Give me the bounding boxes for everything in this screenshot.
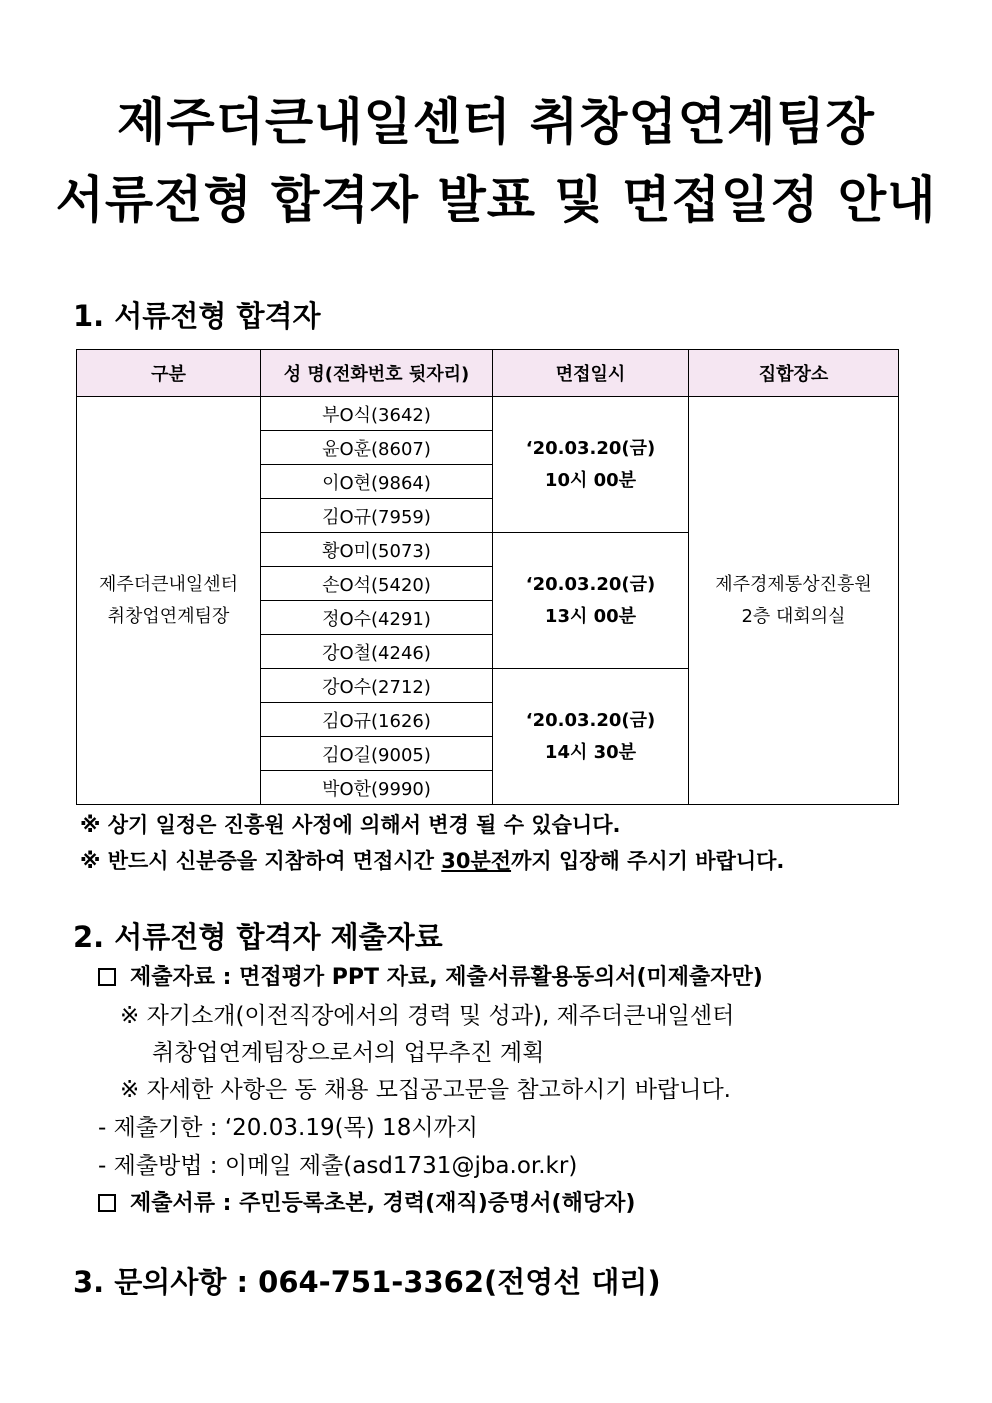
header-interview-time: 면접일시 <box>493 350 689 397</box>
candidate-name: 김O규(1626) <box>261 703 493 737</box>
header-name: 성 명(전화번호 뒷자리) <box>261 350 493 397</box>
submission-method: - 제출방법 : 이메일 제출(asd1731@jba.or.kr) <box>98 1153 578 1179</box>
id-card-note-post: 까지 입장해 주시기 바랍니다. <box>511 849 785 873</box>
header-division: 구분 <box>77 350 261 397</box>
reference-note: ※ 자세한 사항은 동 채용 모집공고문을 참고하시기 바랍니다. <box>120 1077 731 1103</box>
candidate-name: 박O한(9990) <box>261 771 493 805</box>
division-line-1: 제주더큰내일센터 <box>98 573 239 595</box>
title-line-2: 서류전형 합격자 발표 및 면접일정 안내 <box>55 171 937 229</box>
division-line-2: 취창업연계팀장 <box>107 605 230 627</box>
interview-date: ‘20.03.20(금) <box>525 709 656 731</box>
header-meeting-place: 집합장소 <box>689 350 899 397</box>
section-2-heading: 2. 서류전형 합격자 제출자료 <box>73 920 443 954</box>
meeting-place-cell <box>689 397 899 805</box>
checkbox-square-icon <box>98 1194 116 1212</box>
candidate-name: 황O미(5073) <box>261 533 493 567</box>
candidate-name: 강O수(2712) <box>261 669 493 703</box>
interview-time-cell <box>493 669 689 805</box>
candidate-name: 윤O훈(8607) <box>261 431 493 465</box>
self-intro-note-line-1: ※ 자기소개(이전직장에서의 경력 및 성과), 제주더큰내일센터 <box>120 1003 735 1029</box>
section-1-heading: 1. 서류전형 합격자 <box>73 299 321 333</box>
interview-time: 13시 00분 <box>544 605 637 627</box>
interview-time-cell <box>493 397 689 533</box>
submission-documents-item <box>98 1188 635 1220</box>
place-line-1: 제주경제통상진흥원 <box>715 573 872 595</box>
candidate-name: 김O규(7959) <box>261 499 493 533</box>
submission-documents-text: 제출서류 : 주민등록초본, 경력(재직)증명서(해당자) <box>130 1191 636 1216</box>
candidate-name: 강O철(4246) <box>261 635 493 669</box>
candidate-name: 이O현(9864) <box>261 465 493 499</box>
place-line-2: 2층 대회의실 <box>741 605 846 627</box>
id-card-note-pre: ※ 반드시 신분증을 지참하여 면접시간 <box>80 849 442 873</box>
table-header-row <box>77 350 899 397</box>
id-card-note <box>80 847 784 875</box>
schedule-change-note: ※ 상기 일정은 진흥원 사정에 의해서 변경 될 수 있습니다. <box>80 813 621 837</box>
contact-heading: 3. 문의사항 : 064-751-3362(전영선 대리) <box>73 1265 661 1299</box>
candidate-name: 김O길(9005) <box>261 737 493 771</box>
id-card-note-underlined: 30분전 <box>441 849 512 873</box>
division-cell <box>77 397 261 805</box>
table-row <box>77 397 899 431</box>
interview-date: ‘20.03.20(금) <box>525 437 656 459</box>
interview-time: 14시 30분 <box>544 741 637 763</box>
submission-materials-text: 제출자료 : 면접평가 PPT 자료, 제출서류활용동의서(미제출자만) <box>130 965 763 990</box>
title-line-1: 제주더큰내일센터 취창업연계팀장 <box>117 93 875 151</box>
interview-date: ‘20.03.20(금) <box>525 573 656 595</box>
interview-time: 10시 00분 <box>544 469 637 491</box>
schedule-table <box>76 349 899 805</box>
self-intro-note-line-2: 취창업연계팀장으로서의 업무추진 계획 <box>152 1040 545 1066</box>
submission-deadline: - 제출기한 : ‘20.03.19(목) 18시까지 <box>98 1115 478 1141</box>
submission-materials-item <box>98 962 763 994</box>
checkbox-square-icon <box>98 968 116 986</box>
interview-time-cell <box>493 533 689 669</box>
candidate-name: 정O수(4291) <box>261 601 493 635</box>
candidate-name: 손O석(5420) <box>261 567 493 601</box>
candidate-name: 부O식(3642) <box>261 397 493 431</box>
